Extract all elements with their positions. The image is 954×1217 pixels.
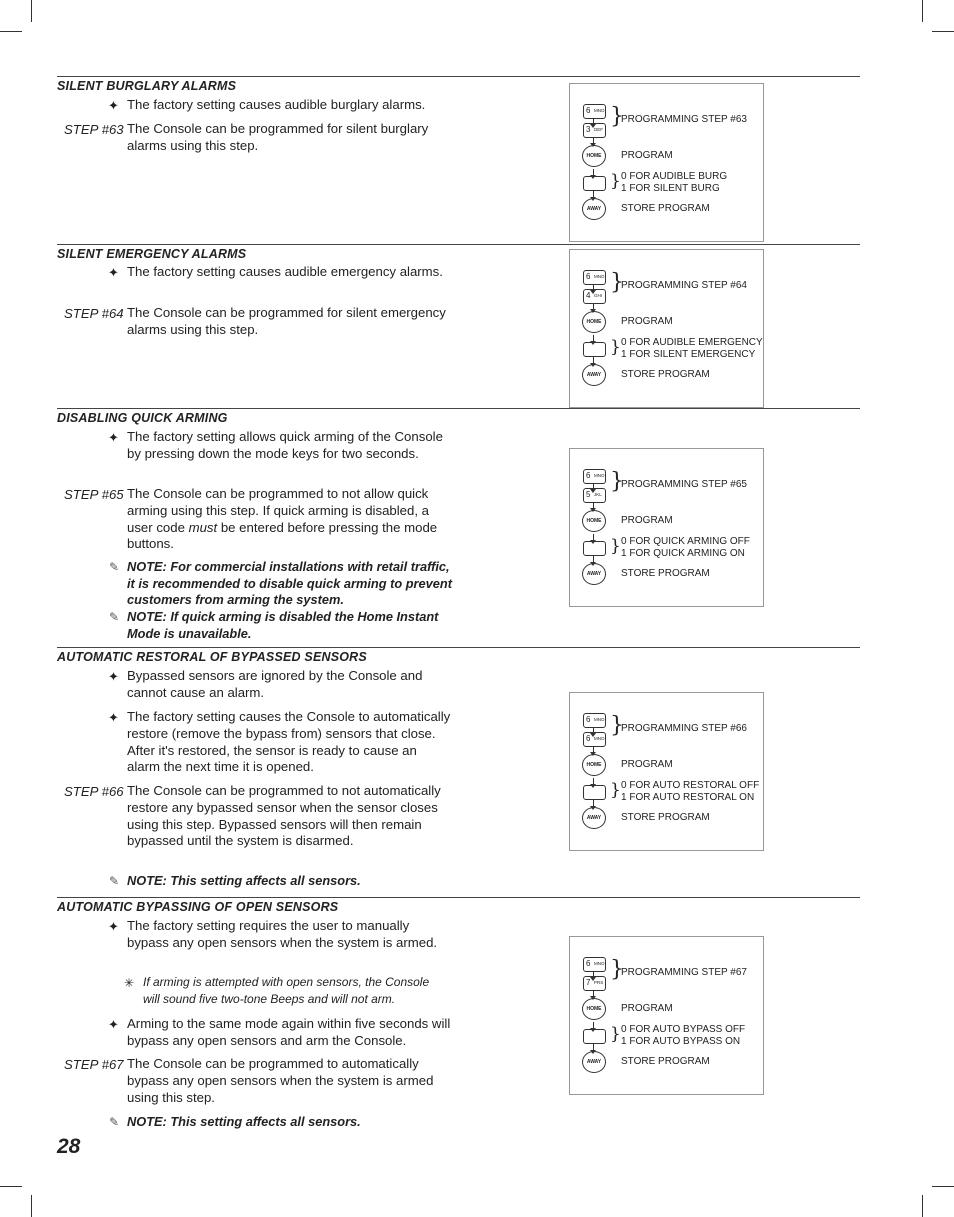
step-text <box>127 486 452 553</box>
option-key <box>583 541 606 556</box>
brace-icon: } <box>610 171 621 191</box>
brace-icon: } <box>610 1024 621 1044</box>
down-arrow-icon <box>593 191 594 198</box>
brace-icon: } <box>610 104 624 129</box>
bullet-text: The factory setting allows quick arming of the Console by pressing down the mode keys for two seconds. <box>127 429 443 461</box>
step-text: The Console can be programmed for silent burglary alarms using this step. <box>127 121 429 153</box>
option-0-caption: 0 FOR AUTO BYPASS OFF <box>621 1024 746 1035</box>
step-caption: PROGRAMMING STEP #63 <box>621 114 747 125</box>
keypad-key: 6 MNO <box>583 270 606 285</box>
bullet-text: Bypassed sensors are ignored by the Console and cannot cause an alarm. <box>127 668 423 700</box>
option-1-caption: 1 FOR AUTO BYPASS ON <box>621 1036 741 1047</box>
option-key <box>583 785 606 800</box>
home-key: HOME <box>582 145 606 167</box>
program-caption: PROGRAM <box>621 1003 673 1014</box>
page-number: 28 <box>57 1135 81 1158</box>
keypad-key: 7 PRS <box>583 976 606 991</box>
step-caption: PROGRAMMING STEP #65 <box>621 479 747 490</box>
keypad-key: 6 MNO <box>583 469 606 484</box>
pencil-icon: ✎ <box>109 874 120 888</box>
pencil-icon: ✎ <box>109 560 120 574</box>
down-arrow-icon <box>593 534 594 541</box>
program-caption: PROGRAM <box>621 316 673 327</box>
program-caption: PROGRAM <box>621 150 673 161</box>
note-text: NOTE: For commercial installations with retail traffic, it is recommended to disable quick arming to prevent customers from arming the system. <box>127 559 452 607</box>
down-arrow-icon <box>593 746 594 753</box>
programming-diagram-step-63 <box>569 83 764 242</box>
option-0-caption: 0 FOR AUDIBLE EMERGENCY <box>621 337 763 348</box>
down-arrow-icon <box>593 1022 594 1029</box>
step-text: The Console can be programmed to not automatically restore any bypassed sensor when the sensor closes using this step. Bypassed sensors will then remain bypassed until the system is disarmed. <box>127 783 441 849</box>
sub-note-text: If arming is attempted with open sensors, the Console will sound five two-tone Beeps and will not arm. <box>143 975 430 1006</box>
down-arrow-icon <box>593 1044 594 1051</box>
crop-mark <box>922 1195 923 1217</box>
away-key: AWAY <box>582 1051 606 1073</box>
program-caption: PROGRAM <box>621 515 673 526</box>
store-caption: STORE PROGRAM <box>621 812 710 823</box>
home-key: HOME <box>582 754 606 776</box>
step-text-emphasis: must <box>188 519 218 535</box>
keypad-key: 5 JKL <box>583 488 606 503</box>
keypad-key: 6 MNO <box>583 732 606 747</box>
programming-diagram-step-66 <box>569 692 764 851</box>
brace-icon: } <box>610 713 624 738</box>
bullet-icon: ✦ <box>108 430 119 445</box>
programming-diagram-step-67 <box>569 936 764 1095</box>
step-label: STEP #67 <box>64 1057 124 1072</box>
store-caption: STORE PROGRAM <box>621 568 710 579</box>
away-key: AWAY <box>582 198 606 220</box>
bullet-text: The factory setting causes the Console to automatically restore (remove the bypass from) sensors that close. After it's restored, the sensor is ready to cause an alarm the next time it is opened. <box>127 709 451 775</box>
bullet-icon: ✦ <box>108 919 119 934</box>
brace-icon: } <box>610 536 621 556</box>
section-title: AUTOMATIC BYPASSING OF OPEN SENSORS <box>57 900 339 914</box>
crop-mark <box>0 31 22 32</box>
down-arrow-icon <box>593 800 594 807</box>
bullet-text: The factory setting requires the user to manually bypass any open sensors when the system is armed. <box>127 918 438 950</box>
step-caption: PROGRAMMING STEP #67 <box>621 967 747 978</box>
step-caption: PROGRAMMING STEP #64 <box>621 280 747 291</box>
keypad-key: 3 DEF <box>583 123 606 138</box>
step-label: STEP #64 <box>64 306 124 321</box>
bullet-text: The factory setting causes audible emergency alarms. <box>127 264 443 279</box>
keypad-key: 6 MNO <box>583 104 606 119</box>
down-arrow-icon <box>593 778 594 785</box>
bullet-text: The factory setting causes audible burglary alarms. <box>127 97 426 112</box>
brace-icon: } <box>610 469 624 494</box>
crop-mark <box>922 0 923 22</box>
option-key <box>583 176 606 191</box>
step-text-part: The Console can be programmed to not allow quick arming using this step. If quick arming is disabled, a user code <box>127 486 429 535</box>
brace-icon: } <box>610 270 624 295</box>
bullet-icon: ✦ <box>108 710 119 725</box>
store-caption: STORE PROGRAM <box>621 1056 710 1067</box>
bullet-icon: ✦ <box>108 669 119 684</box>
option-1-caption: 1 FOR SILENT BURG <box>621 183 720 194</box>
step-text: The Console can be programmed for silent emergency alarms using this step. <box>127 305 446 337</box>
down-arrow-icon <box>593 502 594 509</box>
away-key: AWAY <box>582 563 606 585</box>
home-key: HOME <box>582 311 606 333</box>
section-title: SILENT BURGLARY ALARMS <box>57 79 237 93</box>
home-key: HOME <box>582 998 606 1020</box>
down-arrow-icon <box>593 990 594 997</box>
section-title: DISABLING QUICK ARMING <box>57 411 228 425</box>
programming-diagram-step-65 <box>569 448 764 607</box>
option-0-caption: 0 FOR AUTO RESTORAL OFF <box>621 780 760 791</box>
away-key: AWAY <box>582 807 606 829</box>
pencil-icon: ✎ <box>109 610 120 624</box>
option-0-caption: 0 FOR QUICK ARMING OFF <box>621 536 750 547</box>
store-caption: STORE PROGRAM <box>621 369 710 380</box>
crop-mark <box>31 0 32 22</box>
program-caption: PROGRAM <box>621 759 673 770</box>
brace-icon: } <box>610 957 624 982</box>
note-text: NOTE: If quick arming is disabled the Home Instant Mode is unavailable. <box>127 609 439 641</box>
option-1-caption: 1 FOR SILENT EMERGENCY <box>621 349 756 360</box>
step-label: STEP #63 <box>64 122 124 137</box>
step-label: STEP #66 <box>64 784 124 799</box>
brace-icon: } <box>610 780 621 800</box>
section-title: AUTOMATIC RESTORAL OF BYPASSED SENSORS <box>57 650 367 664</box>
option-key <box>583 1029 606 1044</box>
bullet-text: Arming to the same mode again within five seconds will bypass any open sensors and arm the Console. <box>127 1016 451 1048</box>
option-0-caption: 0 FOR AUDIBLE BURG <box>621 171 728 182</box>
step-text: The Console can be programmed to automatically bypass any open sensors when the system is armed using this step. <box>127 1056 434 1105</box>
option-1-caption: 1 FOR AUTO RESTORAL ON <box>621 792 755 803</box>
bullet-icon: ✦ <box>108 1017 119 1032</box>
down-arrow-icon <box>593 137 594 144</box>
option-1-caption: 1 FOR QUICK ARMING ON <box>621 548 745 559</box>
keypad-key: 6 MNO <box>583 957 606 972</box>
brace-icon: } <box>610 337 621 357</box>
asterisk-icon: ✳ <box>124 976 135 990</box>
crop-mark <box>31 1195 32 1217</box>
bullet-icon: ✦ <box>108 98 119 113</box>
down-arrow-icon <box>593 303 594 310</box>
step-label: STEP #65 <box>64 487 124 502</box>
keypad-key: 6 MNO <box>583 713 606 728</box>
keypad-key: 4 GHI <box>583 289 606 304</box>
option-key <box>583 342 606 357</box>
away-key: AWAY <box>582 364 606 386</box>
programming-diagram-step-64 <box>569 249 764 408</box>
step-caption: PROGRAMMING STEP #66 <box>621 723 747 734</box>
down-arrow-icon <box>593 335 594 342</box>
crop-mark <box>932 1186 954 1187</box>
down-arrow-icon <box>593 556 594 563</box>
down-arrow-icon <box>593 357 594 364</box>
crop-mark <box>932 31 954 32</box>
bullet-icon: ✦ <box>108 265 119 280</box>
note-text: NOTE: This setting affects all sensors. <box>127 873 361 888</box>
pencil-icon: ✎ <box>109 1115 120 1129</box>
note-text: NOTE: This setting affects all sensors. <box>127 1114 361 1129</box>
home-key: HOME <box>582 510 606 532</box>
step-text-part: be entered before pressing the mode buttons. <box>127 519 438 552</box>
store-caption: STORE PROGRAM <box>621 203 710 214</box>
down-arrow-icon <box>593 169 594 176</box>
crop-mark <box>0 1186 22 1187</box>
section-title: SILENT EMERGENCY ALARMS <box>57 247 247 261</box>
